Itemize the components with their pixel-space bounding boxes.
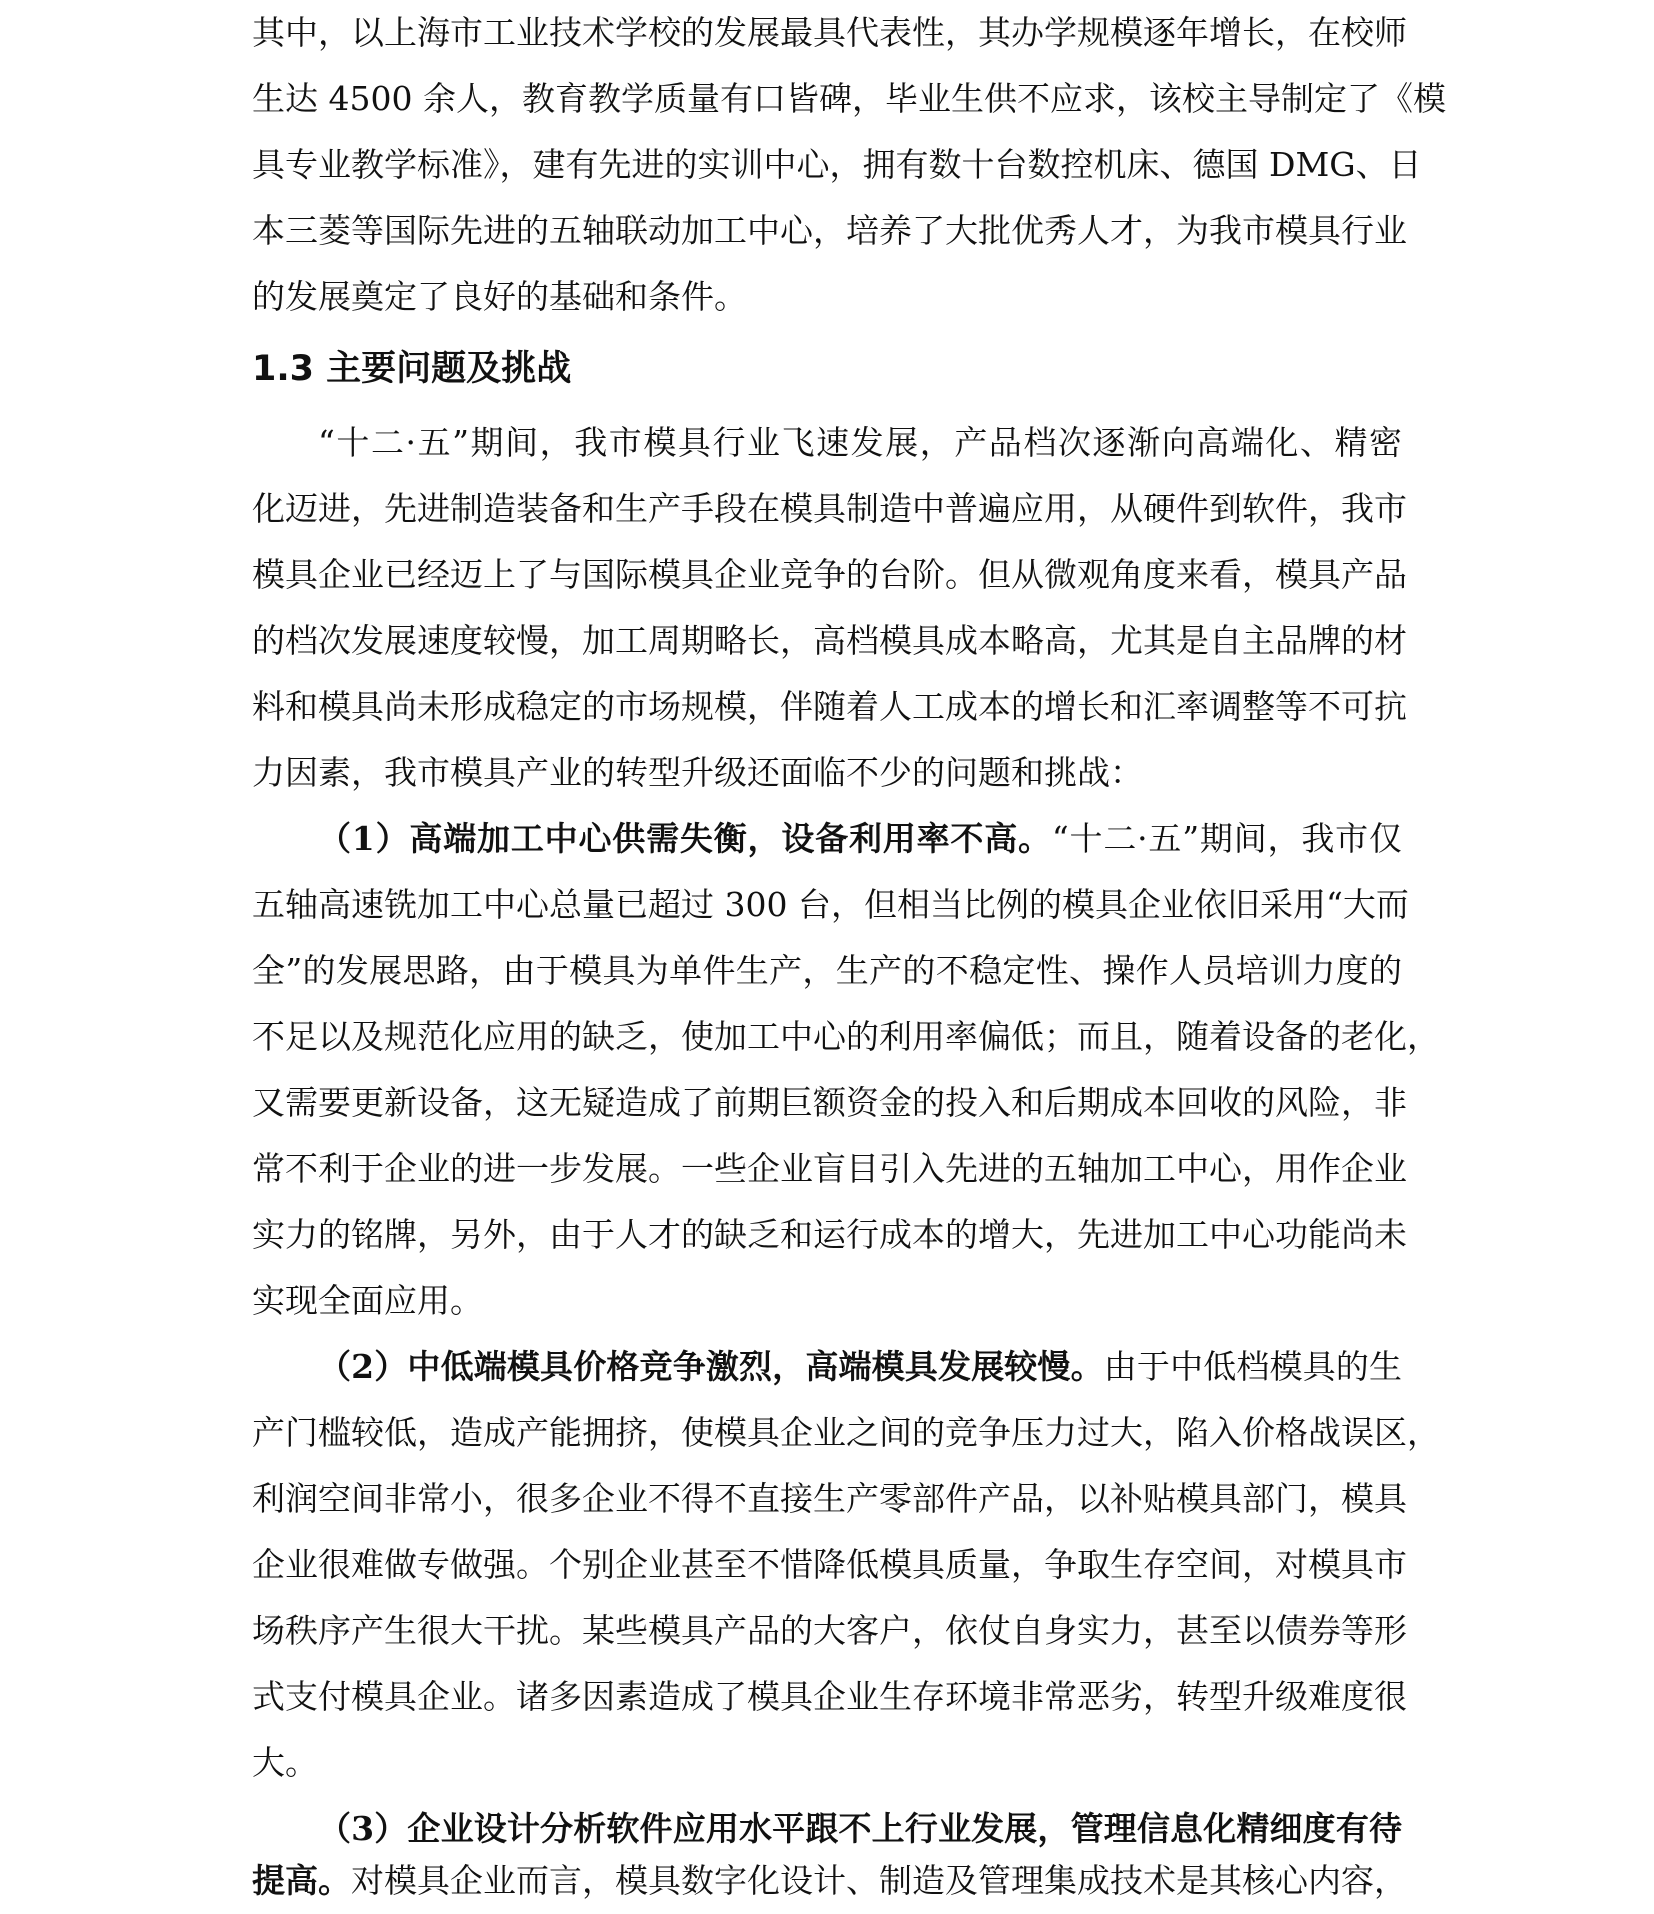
paragraph-school-line: 本三菱等国际先进的五轴联动加工中心，培养了大批优秀人才，为我市模具行业 (252, 211, 1407, 250)
item2-line: 产门槛较低，造成产能拥挤，使模具企业之间的竞争压力过大，陷入价格战误区， (252, 1413, 1440, 1452)
item2-line: 场秩序产生很大干扰。某些模具产品的大客户，依仗自身实力，甚至以债券等形 (252, 1611, 1407, 1650)
item2-bold-title: （2）中低端模具价格竞争激烈，高端模具发展较慢。 (318, 1347, 1104, 1386)
item3-bold-title: （3）企业设计分析软件应用水平跟不上行业发展，管理信息化精细度有待 (318, 1809, 1402, 1848)
paragraph-intro-line: 力因素，我市模具产业的转型升级还面临不少的问题和挑战： (252, 753, 1143, 792)
item1-line: 实现全面应用。 (252, 1281, 483, 1320)
item1-line: 常不利于企业的进一步发展。一些企业盲目引入先进的五轴加工中心，用作企业 (252, 1149, 1407, 1188)
item1-first-rest: “十二·五”期间，我市仅 (1051, 819, 1402, 858)
item1-bold-title: （1）高端加工中心供需失衡，设备利用率不高。 (318, 819, 1052, 858)
paragraph-intro-line: 的档次发展速度较慢，加工周期略长，高档模具成本略高，尤其是自主品牌的材 (252, 621, 1407, 660)
paragraph-intro-line: 化迈进，先进制造装备和生产手段在模具制造中普遍应用，从硬件到软件，我市 (252, 489, 1407, 528)
paragraph-school-line: 其中，以上海市工业技术学校的发展最具代表性，其办学规模逐年增长，在校师 (252, 13, 1407, 52)
item1-line: 实力的铭牌，另外，由于人才的缺乏和运行成本的增大，先进加工中心功能尚未 (252, 1215, 1407, 1254)
item1-first-line (318, 806, 1402, 872)
item2-first-rest: 由于中低档模具的生 (1103, 1347, 1403, 1386)
item1-line: 又需要更新设备，这无疑造成了前期巨额资金的投入和后期成本回收的风险，非 (252, 1083, 1407, 1122)
item2-line: 企业很难做专做强。个别企业甚至不惜降低模具质量，争取生存空间，对模具市 (252, 1545, 1407, 1584)
paragraph-intro-line: 料和模具尚未形成稳定的市场规模，伴随着人工成本的增长和汇率调整等不可抗 (252, 687, 1407, 726)
paragraph-intro-line: “十二·五”期间，我市模具行业飞速发展，产品档次逐渐向高端化、精密 (318, 423, 1402, 462)
item3-bold-title-end: 提高。 (252, 1861, 351, 1900)
item2-line: 式支付模具企业。诸多因素造成了模具企业生存环境非常恶劣，转型升级难度很 (252, 1677, 1407, 1716)
item2-line: 利润空间非常小，很多企业不得不直接生产零部件产品，以补贴模具部门，模具 (252, 1479, 1407, 1518)
item3-second-line (252, 1848, 1407, 1914)
paragraph-school-line: 的发展奠定了良好的基础和条件。 (252, 277, 747, 316)
paragraph-school-line: 具专业教学标准》，建有先进的实训中心，拥有数十台数控机床、德国 DMG、日 (252, 145, 1422, 184)
item2-line: 大。 (252, 1743, 318, 1782)
item2-first-line (318, 1334, 1402, 1400)
paragraph-intro-line: 模具企业已经迈上了与国际模具企业竞争的台阶。但从微观角度来看，模具产品 (252, 555, 1407, 594)
section-heading: 1.3 主要问题及挑战 (252, 349, 572, 389)
item1-line: 五轴高速铣加工中心总量已超过 300 台，但相当比例的模具企业依旧采用“大而 (252, 885, 1409, 924)
paragraph-school-line: 生达 4500 余人，教育教学质量有口皆碑，毕业生供不应求，该校主导制定了《模 (252, 79, 1446, 118)
item3-rest: 对模具企业而言，模具数字化设计、制造及管理集成技术是其核心内容， (351, 1861, 1407, 1900)
item1-line: 不足以及规范化应用的缺乏，使加工中心的利用率偏低；而且，随着设备的老化， (252, 1017, 1440, 1056)
item1-line: 全”的发展思路，由于模具为单件生产，生产的不稳定性、操作人员培训力度的 (252, 951, 1402, 990)
